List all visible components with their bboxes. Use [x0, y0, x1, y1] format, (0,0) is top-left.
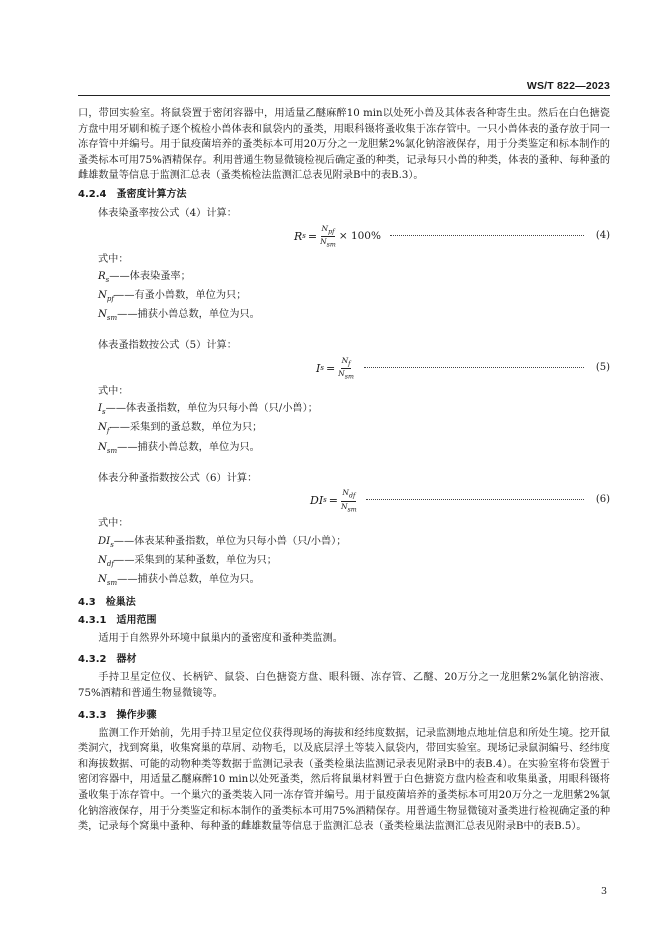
- standard-code-header: WS/T 822—2023: [526, 80, 610, 92]
- formula-6-where: 式中：: [98, 518, 129, 530]
- definition-line: $N_{sm}——$捕获小兽总数，单位为只。: [98, 441, 260, 455]
- formula-5: [78, 356, 610, 380]
- formula-5-number: (5): [595, 361, 610, 373]
- intro-paragraph: 口，带回实验室。将鼠袋置于密闭容器中，用适量乙醚麻醉10 min以处死小兽及其体表各种寄生虫。然后在白色搪瓷方盘中用牙刷和梳子逐个梳检小兽体表和鼠袋内的蚤类，用眼科镊将蚤收集于冻存管中。一只小兽体表的蚤存放于同一冻存管中并编号。用于鼠疫菌培养的蚤类标本可用20万分之一龙胆紫2%氯化钠溶液保存，用于分类鉴定和标本制作的蚤类标本可用75%酒精保存。利用普通生物显微镜检视后确定蚤的种类，记录每只小兽的种类，体表的蚤种、每种蚤的雌雄数量等信息于监测汇总表（蚤类梳检法监测汇总表见附录B中的表B.3）。: [78, 108, 611, 182]
- formula-4-number: (4): [595, 229, 610, 241]
- formula-4-leader: [390, 235, 584, 236]
- formula-5-expression: I s = $\frac{N_f}{N_{sm}}$: [316, 355, 354, 381]
- formula-6-expression: DI s = $\frac{N_{df}}{N_{sm}}$: [310, 488, 357, 514]
- section-4-3-heading: 4.3 检巢法: [78, 596, 136, 608]
- formula-4-intro: 体表染蚤率按公式（4）计算：: [98, 207, 237, 219]
- definition-line: $N_{pf}——$有蚤小兽数，单位为只；: [98, 290, 247, 304]
- definition-line: $N_{sm}——$捕获小兽总数，单位为只。: [98, 309, 260, 323]
- definition-line: $N_{df}——$采集到的某种蚤数，单位为只；: [98, 554, 277, 568]
- formula-6-definitions: [78, 534, 610, 591]
- formula-4-where: 式中：: [98, 253, 129, 265]
- formula-5-leader: [364, 367, 584, 368]
- section-4-3-2-text: 手持卫星定位仪、长柄铲、鼠袋、白色搪瓷方盘、眼科镊、冻存管、乙醚、20万分之一龙胆紫2%氯化钠溶液、75%酒精和普通生物显微镜等。: [78, 672, 610, 699]
- formula-5-intro: 体表蚤指数按公式（5）计算：: [98, 340, 237, 352]
- formula-6-leader: [366, 499, 584, 500]
- section-4-2-4-heading: [78, 187, 610, 202]
- definition-line: $I_s——$体表蚤指数，单位为只每小兽（只/小兽）；: [98, 403, 318, 417]
- formula-4: [78, 224, 610, 248]
- page-body: [78, 106, 610, 835]
- section-title: 蚤密度计算方法: [116, 188, 187, 200]
- formula-4-expression: R s = $\frac{N_{pf}}{N_{sm}}$ × 100%: [294, 223, 381, 249]
- formula-5-where: 式中：: [98, 385, 129, 397]
- formula-5-definitions: [78, 401, 610, 458]
- section-4-3-1-heading: 4.3.1 适用范围: [78, 614, 157, 626]
- definition-line: $N_f——$采集到的蚤总数，单位为只；: [98, 422, 263, 436]
- section-4-3-1-text: 适用于自然界外环境中鼠巢内的蚤密度和蚤种类监测。: [98, 632, 343, 644]
- formula-6: [78, 488, 610, 512]
- section-4-3-3-heading: 4.3.3 操作步骤: [78, 709, 157, 721]
- definition-line: $DI_s——$体表某种蚤指数，单位为只每小兽（只/小兽）；: [98, 535, 347, 549]
- page-number: 3: [600, 886, 607, 897]
- formula-6-number: (6): [595, 494, 610, 506]
- section-number: 4.2.4: [78, 188, 107, 200]
- header-rule: [78, 95, 610, 96]
- formula-4-definitions: [78, 269, 610, 326]
- section-4-3-3-text: 监测工作开始前，先用手持卫星定位仪获得现场的海拔和经纬度数据，记录监测地点地址信息和所处生境。挖开鼠类洞穴，找到窝巢，收集窝巢的草屑、动物毛，以及底层浮土等装入鼠袋内，带回实验室。现场记录鼠洞编号、经纬度和海拔数据、可能的动物种类等数据于监测记录表（蚤类检巢法监测记录表见附录B中的表B.4）。在实验室将布袋置于密闭容器中，用适量乙醚麻醉10 min以处死蚤类，然后将鼠巢材料置于白色搪瓷方盘内检查和收集巢蚤，用眼科镊将蚤收集于冻存管中。一个巢穴的蚤类装入同一冻存管并编号。用于鼠疫菌培养的蚤类标本可用20万分之一龙胆紫2%氯化钠溶液保存，用于分类鉴定和标本制作的蚤类标本可用75%酒精保存。用普通生物显微镜对蚤类进行检视确定蚤的种类，记录每个窝巢中蚤种、每种蚤的雌雄数量等信息于监测汇总表（蚤类检巢法监测汇总表见附录B中的表B.5）。: [78, 727, 611, 833]
- section-4-3-2-heading: 4.3.2 器材: [78, 654, 137, 666]
- formula-6-intro: 体表分种蚤指数按公式（6）计算：: [98, 472, 258, 484]
- definition-line: $R_s——$体表染蚤率；: [98, 271, 191, 285]
- definition-line: $N_{sm}——$捕获小兽总数，单位为只。: [98, 573, 260, 587]
